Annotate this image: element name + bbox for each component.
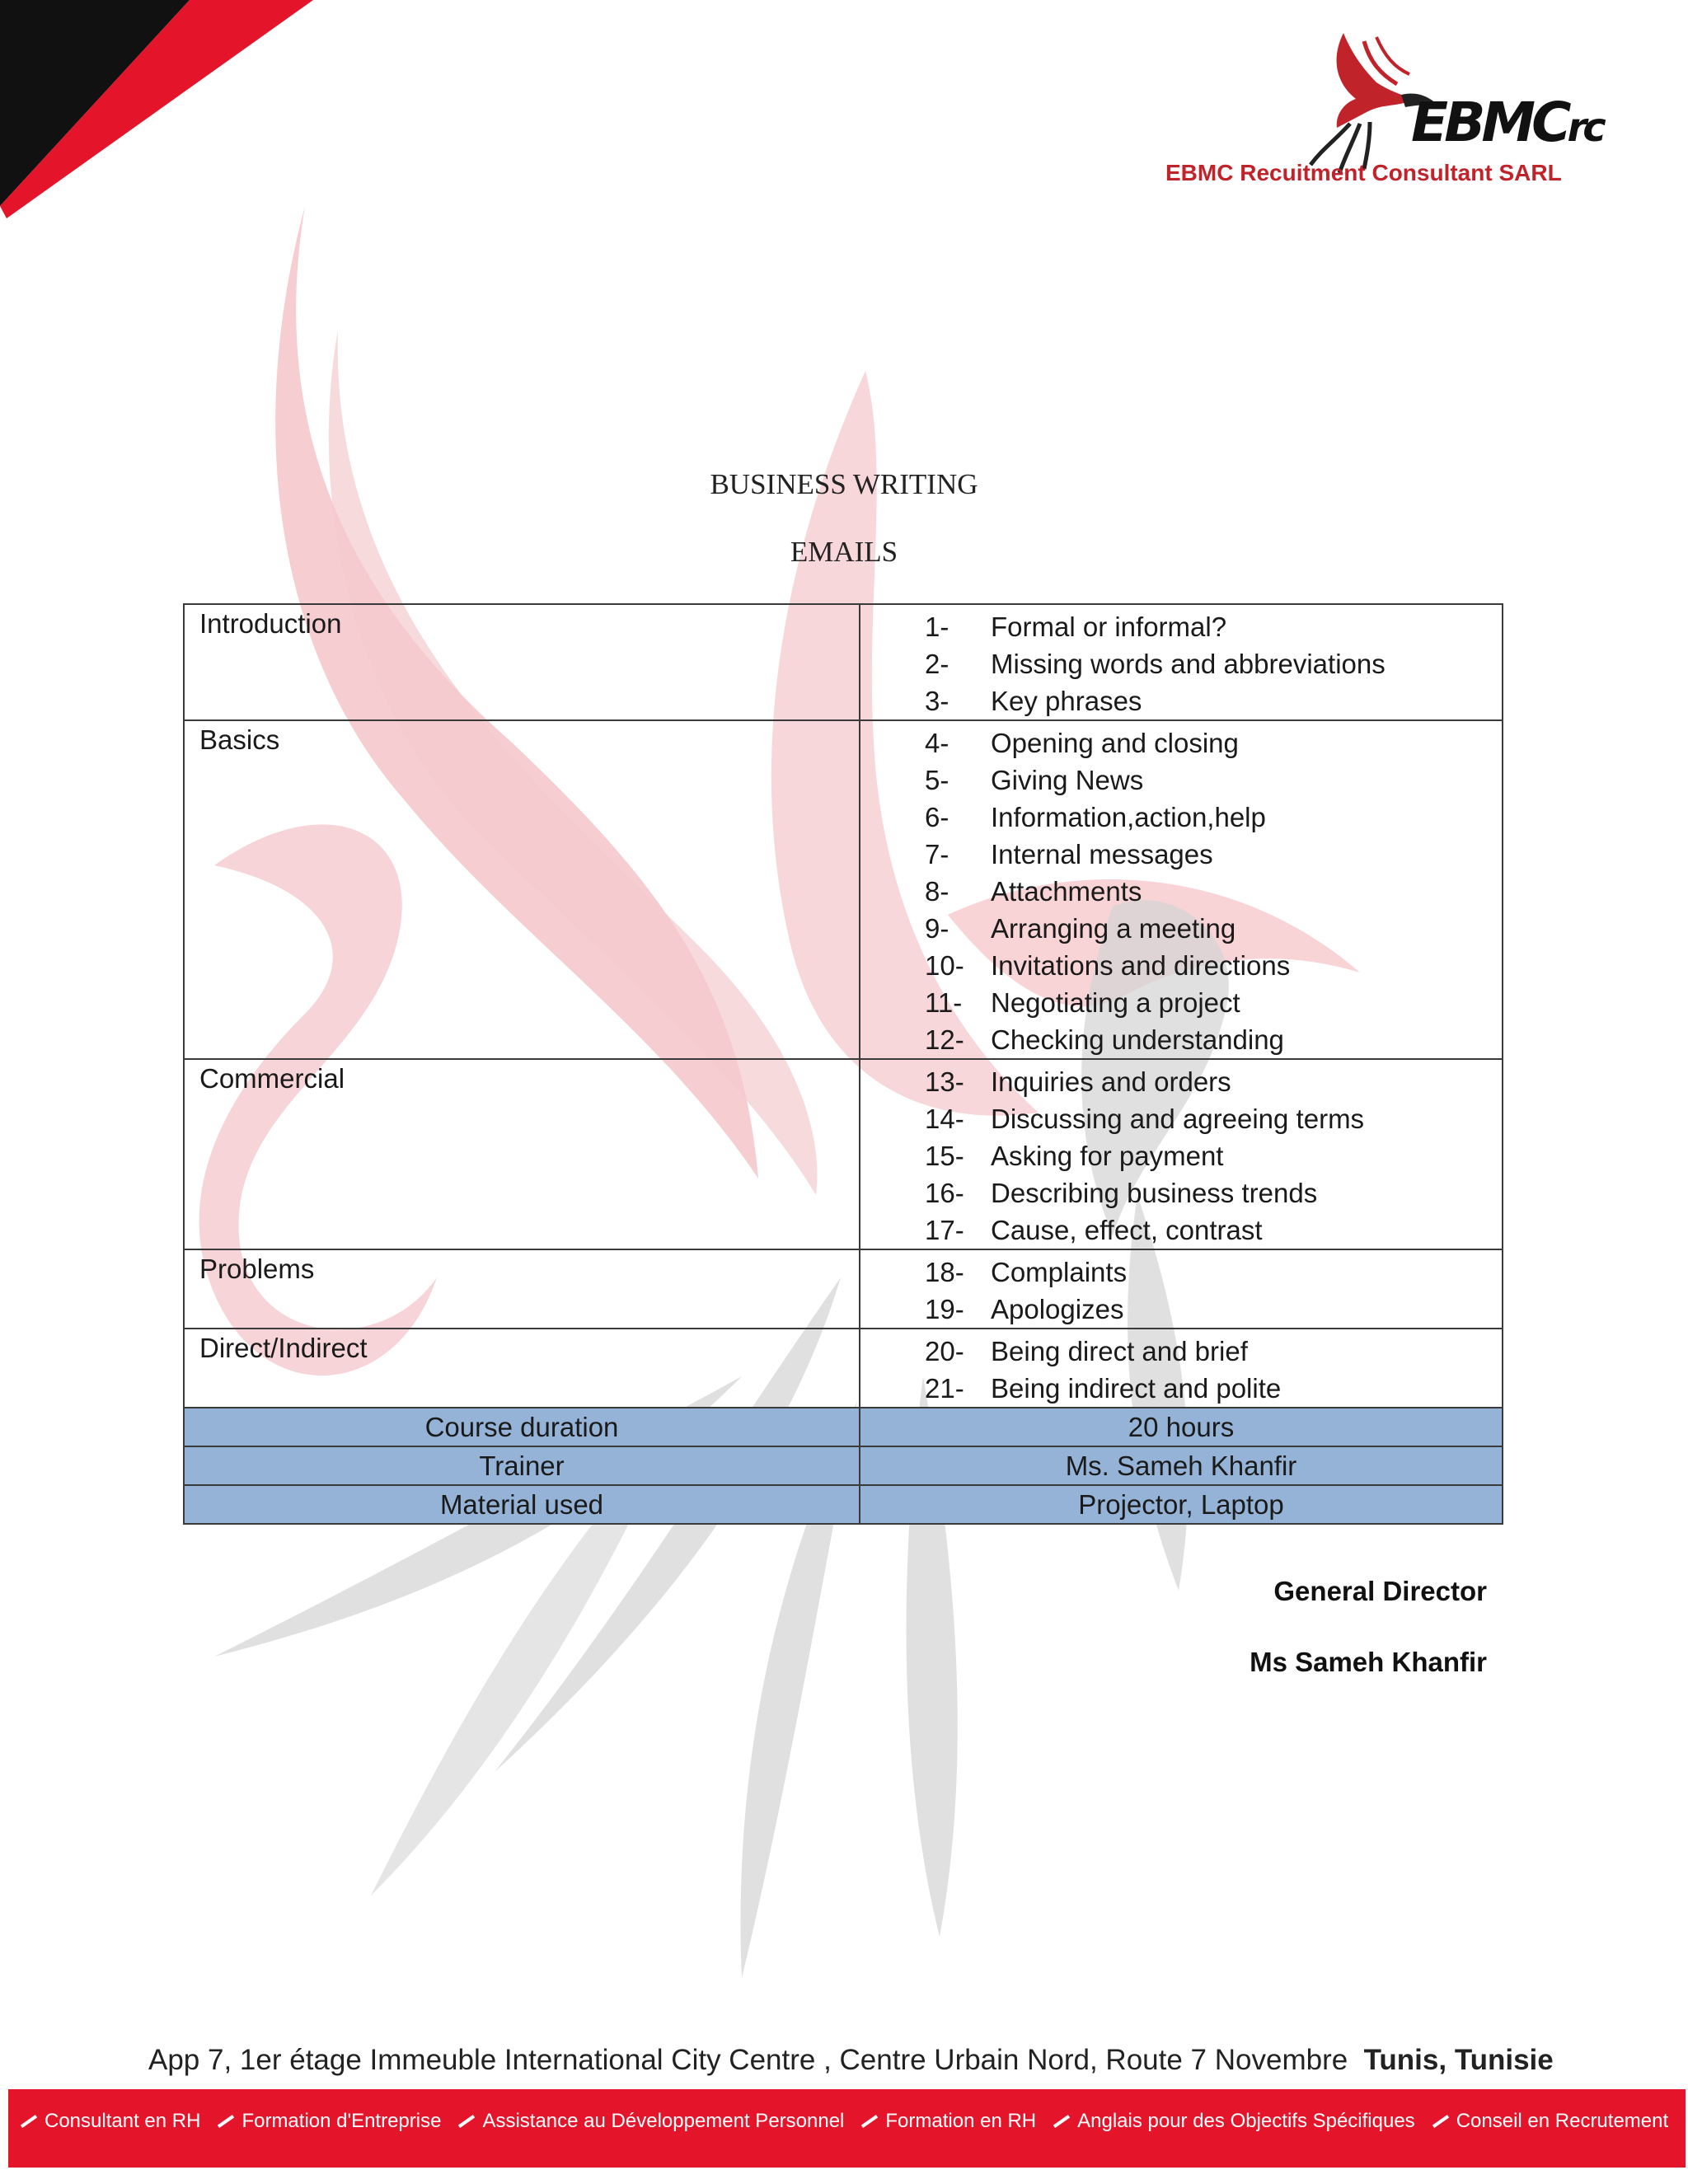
footer-services <box>20 2110 1668 2133</box>
course-duration-row <box>184 1408 1503 1446</box>
service-label: Consultant en RH <box>45 2110 201 2132</box>
list-item <box>860 984 1502 1021</box>
item-text: Being direct and brief <box>991 1336 1248 1366</box>
list-item <box>860 1370 1502 1407</box>
item-text: Opening and closing <box>991 728 1239 758</box>
item-number: 12- <box>925 1024 964 1055</box>
list-item <box>860 1021 1502 1058</box>
item-text: Formal or informal? <box>991 612 1227 642</box>
service-item <box>1432 2110 1668 2133</box>
service-label: Conseil en Recrutement <box>1456 2110 1669 2132</box>
item-text: Cause, effect, contrast <box>991 1215 1263 1245</box>
service-item <box>457 2110 844 2133</box>
item-number: 8- <box>925 876 950 907</box>
slash-icon <box>458 2115 475 2128</box>
section-items <box>860 720 1503 1059</box>
table-row <box>184 1059 1503 1249</box>
item-number: 17- <box>925 1215 964 1245</box>
item-number: 2- <box>925 649 950 679</box>
info-label: Course duration <box>184 1408 860 1446</box>
item-number: 13- <box>925 1066 964 1097</box>
list-item <box>860 1291 1502 1328</box>
list-item <box>860 762 1502 799</box>
info-value: Projector, Laptop <box>860 1485 1503 1524</box>
list-item <box>860 608 1502 645</box>
table-row <box>184 1249 1503 1329</box>
item-text: Apologizes <box>991 1294 1124 1324</box>
service-item <box>217 2110 441 2133</box>
item-number: 20- <box>925 1336 964 1366</box>
list-item <box>860 910 1502 947</box>
list-item <box>860 947 1502 984</box>
item-text: Discussing and agreeing terms <box>991 1104 1365 1134</box>
list-item <box>860 645 1502 682</box>
list-item <box>860 1137 1502 1174</box>
item-number: 6- <box>925 802 950 832</box>
item-number: 9- <box>925 913 950 944</box>
item-number: 16- <box>925 1178 964 1208</box>
table-row <box>184 1329 1503 1408</box>
table-row <box>184 720 1503 1059</box>
section-items <box>860 1329 1503 1408</box>
signature-name: Ms Sameh Khanfir <box>1250 1647 1487 1677</box>
document-subtitle: EMAILS <box>790 536 898 568</box>
item-number: 14- <box>925 1104 964 1134</box>
info-label: Trainer <box>184 1446 860 1485</box>
section-items <box>860 1059 1503 1249</box>
section-topic: Basics <box>184 720 860 1059</box>
section-topic: Problems <box>184 1249 860 1329</box>
item-text: Giving News <box>991 765 1144 795</box>
logo-wordmark: EBMCrc <box>1411 91 1602 154</box>
item-text: Information,action,help <box>991 802 1266 832</box>
service-label: Formation d'Entreprise <box>241 2110 442 2132</box>
item-text: Inquiries and orders <box>991 1066 1231 1097</box>
item-text: Describing business trends <box>991 1178 1318 1208</box>
slash-icon <box>1432 2115 1449 2128</box>
item-text: Complaints <box>991 1257 1128 1287</box>
list-item <box>860 836 1502 873</box>
item-number: 7- <box>925 839 950 869</box>
section-items <box>860 604 1503 720</box>
item-number: 10- <box>925 950 964 981</box>
item-number: 18- <box>925 1257 964 1287</box>
signature-role: General Director <box>1273 1576 1487 1606</box>
list-item <box>860 724 1502 762</box>
company-name: EBMC Recuitment Consultant SARL <box>1165 160 1562 185</box>
item-number: 3- <box>925 686 950 716</box>
item-text: Key phrases <box>991 686 1142 716</box>
item-text: Missing words and abbreviations <box>991 649 1386 679</box>
item-text: Invitations and directions <box>991 950 1291 981</box>
item-text: Checking understanding <box>991 1024 1284 1055</box>
list-item <box>860 1174 1502 1212</box>
item-number: 1- <box>925 612 950 642</box>
slash-icon <box>21 2115 37 2128</box>
service-label: Formation en RH <box>885 2110 1037 2132</box>
item-text: Internal messages <box>991 839 1213 869</box>
item-number: 4- <box>925 728 950 758</box>
item-text: Attachments <box>991 876 1142 907</box>
corner-decoration <box>0 0 330 231</box>
address-line: App 7, 1er étage Immeuble International City Centre , Centre Urbain Nord, Route 7 Novembre <box>148 2044 1348 2076</box>
service-item <box>20 2110 200 2133</box>
service-item <box>860 2110 1036 2133</box>
info-value: 20 hours <box>860 1408 1503 1446</box>
service-label: Assistance au Développement Personnel <box>482 2110 845 2132</box>
item-text: Being indirect and polite <box>991 1373 1282 1404</box>
item-text: Asking for payment <box>991 1141 1224 1171</box>
address-city: Tunis, Tunisie <box>1363 2044 1554 2076</box>
list-item <box>860 799 1502 836</box>
slash-icon <box>218 2115 234 2128</box>
item-text: Arranging a meeting <box>991 913 1236 944</box>
item-number: 15- <box>925 1141 964 1171</box>
list-item <box>860 873 1502 910</box>
material-row <box>184 1485 1503 1524</box>
list-item <box>860 1212 1502 1249</box>
item-number: 19- <box>925 1294 964 1324</box>
list-item <box>860 1333 1502 1370</box>
section-items <box>860 1249 1503 1329</box>
list-item <box>860 1254 1502 1291</box>
section-topic: Introduction <box>184 604 860 720</box>
item-number: 11- <box>925 987 963 1018</box>
course-outline-table <box>183 603 1503 1525</box>
item-text: Negotiating a project <box>991 987 1240 1018</box>
section-topic: Direct/Indirect <box>184 1329 860 1408</box>
section-topic: Commercial <box>184 1059 860 1249</box>
slash-icon <box>1053 2115 1070 2128</box>
info-value: Ms. Sameh Khanfir <box>860 1446 1503 1485</box>
service-item <box>1053 2110 1415 2133</box>
service-label: Anglais pour des Objectifs Spécifiques <box>1077 2110 1415 2132</box>
list-item <box>860 682 1502 719</box>
slash-icon <box>861 2115 878 2128</box>
footer-address <box>148 2044 1554 2077</box>
list-item <box>860 1100 1502 1137</box>
item-number: 21- <box>925 1373 964 1404</box>
list-item <box>860 1063 1502 1100</box>
info-label: Material used <box>184 1485 860 1524</box>
item-number: 5- <box>925 765 950 795</box>
trainer-row <box>184 1446 1503 1485</box>
table-row <box>184 604 1503 720</box>
document-title: BUSINESS WRITING <box>710 468 978 500</box>
